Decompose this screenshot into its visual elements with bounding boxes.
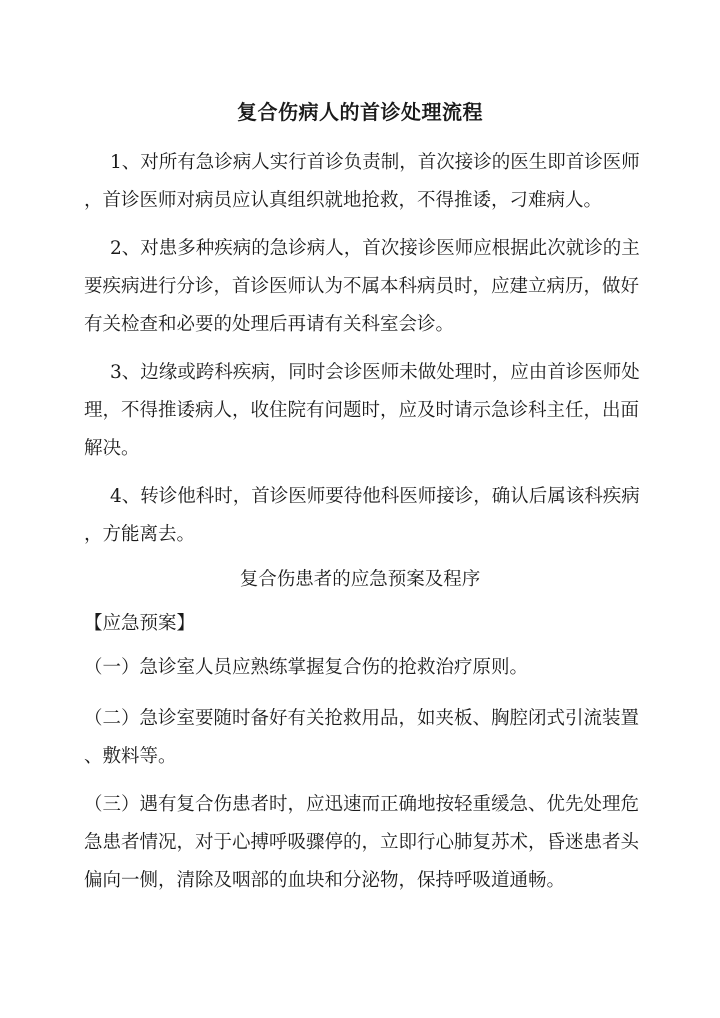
item-3-line-1: （三）遇有复合伤患者时，应迅速而正确地按轻重缓急、优先处理危 bbox=[84, 794, 640, 815]
document-subtitle: 复合伤患者的应急预案及程序 bbox=[239, 569, 481, 590]
paragraph-2-line-3: 有关检查和必要的处理后再请有关科室会诊。 bbox=[84, 314, 455, 335]
item-2-line-1: （二）急诊室要随时备好有关抢救用品，如夹板、胸腔闭式引流装置 bbox=[84, 708, 640, 729]
paragraph-2-line-2: 要疾病进行分诊，首诊医师认为不属本科病员时，应建立病历，做好 bbox=[84, 276, 640, 297]
item-3-line-2: 急患者情况，对于心搏呼吸骤停的，立即行心肺复苏术，昏迷患者头 bbox=[84, 832, 640, 853]
paragraph-2-line-1: 2、对患多种疾病的急诊病人，首次接诊医师应根据此次就诊的主 bbox=[110, 238, 640, 259]
paragraph-3-line-3: 解决。 bbox=[84, 438, 140, 459]
item-1-line-1: （一）急诊室人员应熟练掌握复合伤的抢救治疗原则。 bbox=[84, 657, 529, 678]
document-title: 复合伤病人的首诊处理流程 bbox=[237, 100, 483, 124]
paragraph-3-line-1: 3、边缘或跨科疾病，同时会诊医师未做处理时，应由首诊医师处 bbox=[110, 362, 640, 383]
item-2-line-2: 、敷料等。 bbox=[84, 746, 177, 767]
paragraph-4-line-1: 4、转诊他科时，首诊医师要待他科医师接诊，确认后属该科疾病 bbox=[110, 486, 640, 507]
item-3-line-3: 偏向一侧，清除及咽部的血块和分泌物，保持呼吸道通畅。 bbox=[84, 870, 566, 891]
paragraph-1-line-2: ，首诊医师对病员应认真组织就地抢救，不得推诿，刁难病人。 bbox=[84, 190, 603, 211]
paragraph-1-line-1: 1、对所有急诊病人实行首诊负责制，首次接诊的医生即首诊医师 bbox=[110, 152, 640, 173]
paragraph-4-line-2: ，方能离去。 bbox=[84, 524, 196, 545]
paragraph-3-line-2: 理，不得推诿病人，收住院有问题时，应及时请示急诊科主任，出面 bbox=[84, 400, 640, 421]
section-heading: 【应急预案】 bbox=[84, 613, 196, 634]
